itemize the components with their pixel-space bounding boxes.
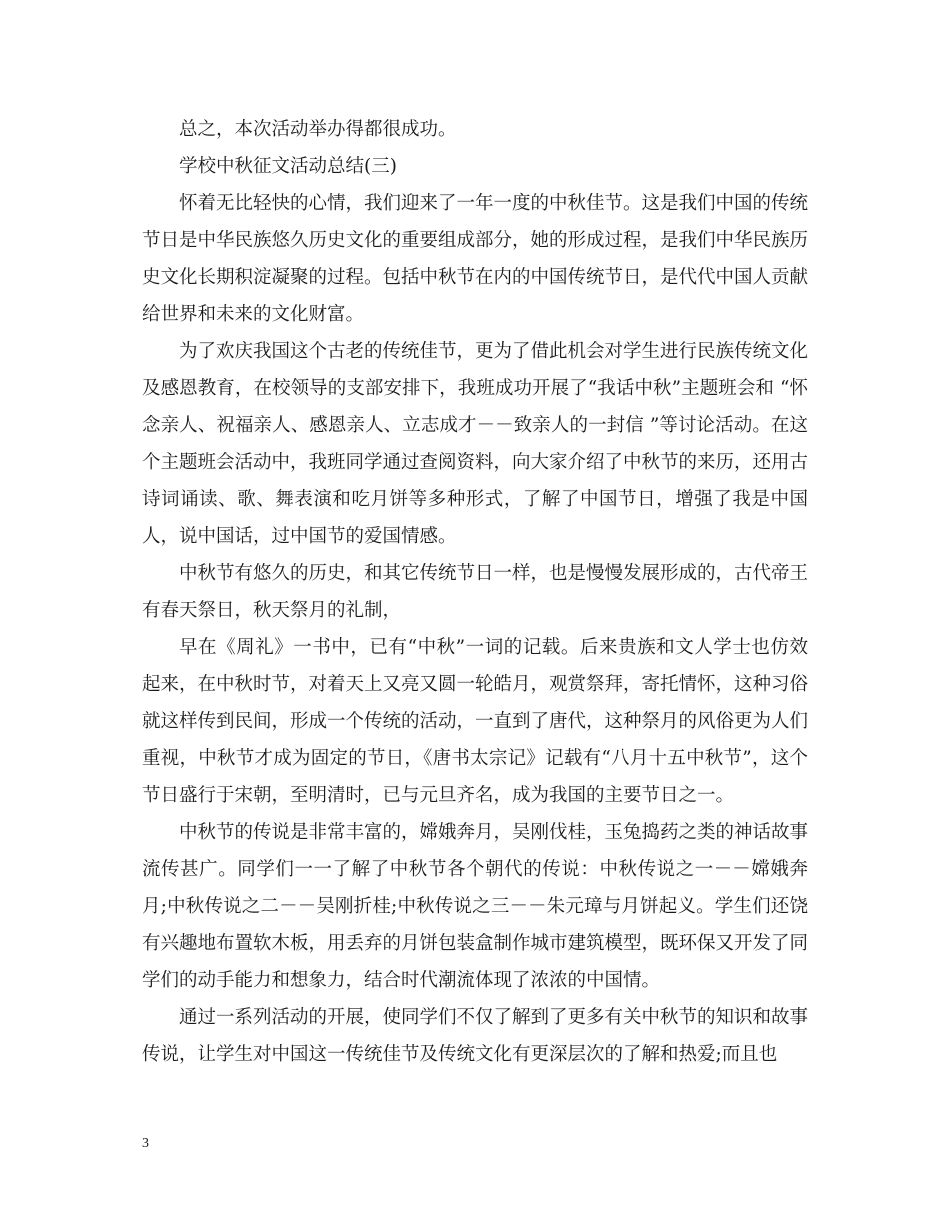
section-heading: 学校中秋征文活动总结(三) <box>179 156 397 177</box>
paragraph-activities: 为了欢庆我国这个古老的传统佳节，更为了借此机会对学生进行民族传统文化及感恩教育，在校领导的支部安排下，我班成功开展了“我话中秋”主题班会和 “怀念亲人、祝福亲人、感恩亲人、立志成才－－致亲人的一封信 ”等讨论活动。在这个主题班会活动中，我班同学通过查阅资料，向大家介绍了中秋节的来历，还用古诗词诵读、歌、舞表演和吃月饼等多种形式，了解了中国节日，增强了我是中国人，说中国话，过中国节的爱国情感。 <box>142 341 809 547</box>
paragraph-legends: 中秋节的传说是非常丰富的，嫦娥奔月，吴刚伐桂，玉兔捣药之类的神话故事流传甚广。同学们一一了解了中秋节各个朝代的传说：中秋传说之一－－嫦娥奔月;中秋传说之二－－吴刚折桂;中秋传说之三－－朱元璋与月饼起义。学生们还饶有兴趣地布置软木板，用丢弃的月饼包装盒制作城市建筑模型，既环保又开发了同学们的动手能力和想象力，结合时代潮流体现了浓浓的中国情。 <box>142 822 809 991</box>
page-number: 3 <box>142 1136 149 1151</box>
paragraph-intro: 怀着无比轻快的心情，我们迎来了一年一度的中秋佳节。这是我们中国的传统节日是中华民族悠久历史文化的重要组成部分，她的形成过程，是我们中华民族历史文化长期积淀凝聚的过程。包括中秋节在内的中国传统节日，是代代中国人贡献给世界和未来的文化财富。 <box>142 193 809 325</box>
paragraph-conclusion: 总之，本次活动举办得都很成功。 <box>179 119 457 140</box>
paragraph-outcome: 通过一系列活动的开展，使同学们不仅了解到了更多有关中秋节的知识和故事传说，让学生对中国这一传统佳节及传统文化有更深层次的了解和热爱;而且也 <box>142 1007 809 1065</box>
paragraph-zhouli: 早在《周礼》一书中，已有“中秋”一词的记载。后来贵族和文人学士也仿效起来，在中秋时节，对着天上又亮又圆一轮皓月，观赏祭拜，寄托情怀，这种习俗就这样传到民间，形成一个传统的活动，一直到了唐代，这种祭月的风俗更为人们重视，中秋节才成为固定的节日，《唐书太宗记》记载有“八月十五中秋节”，这个节日盛行于宋朝，至明清时，已与元旦齐名，成为我国的主要节日之一。 <box>142 637 809 806</box>
paragraph-history: 中秋节有悠久的历史，和其它传统节日一样，也是慢慢发展形成的，古代帝王有春天祭日，秋天祭月的礼制， <box>142 563 809 621</box>
document-body <box>142 111 808 1073</box>
